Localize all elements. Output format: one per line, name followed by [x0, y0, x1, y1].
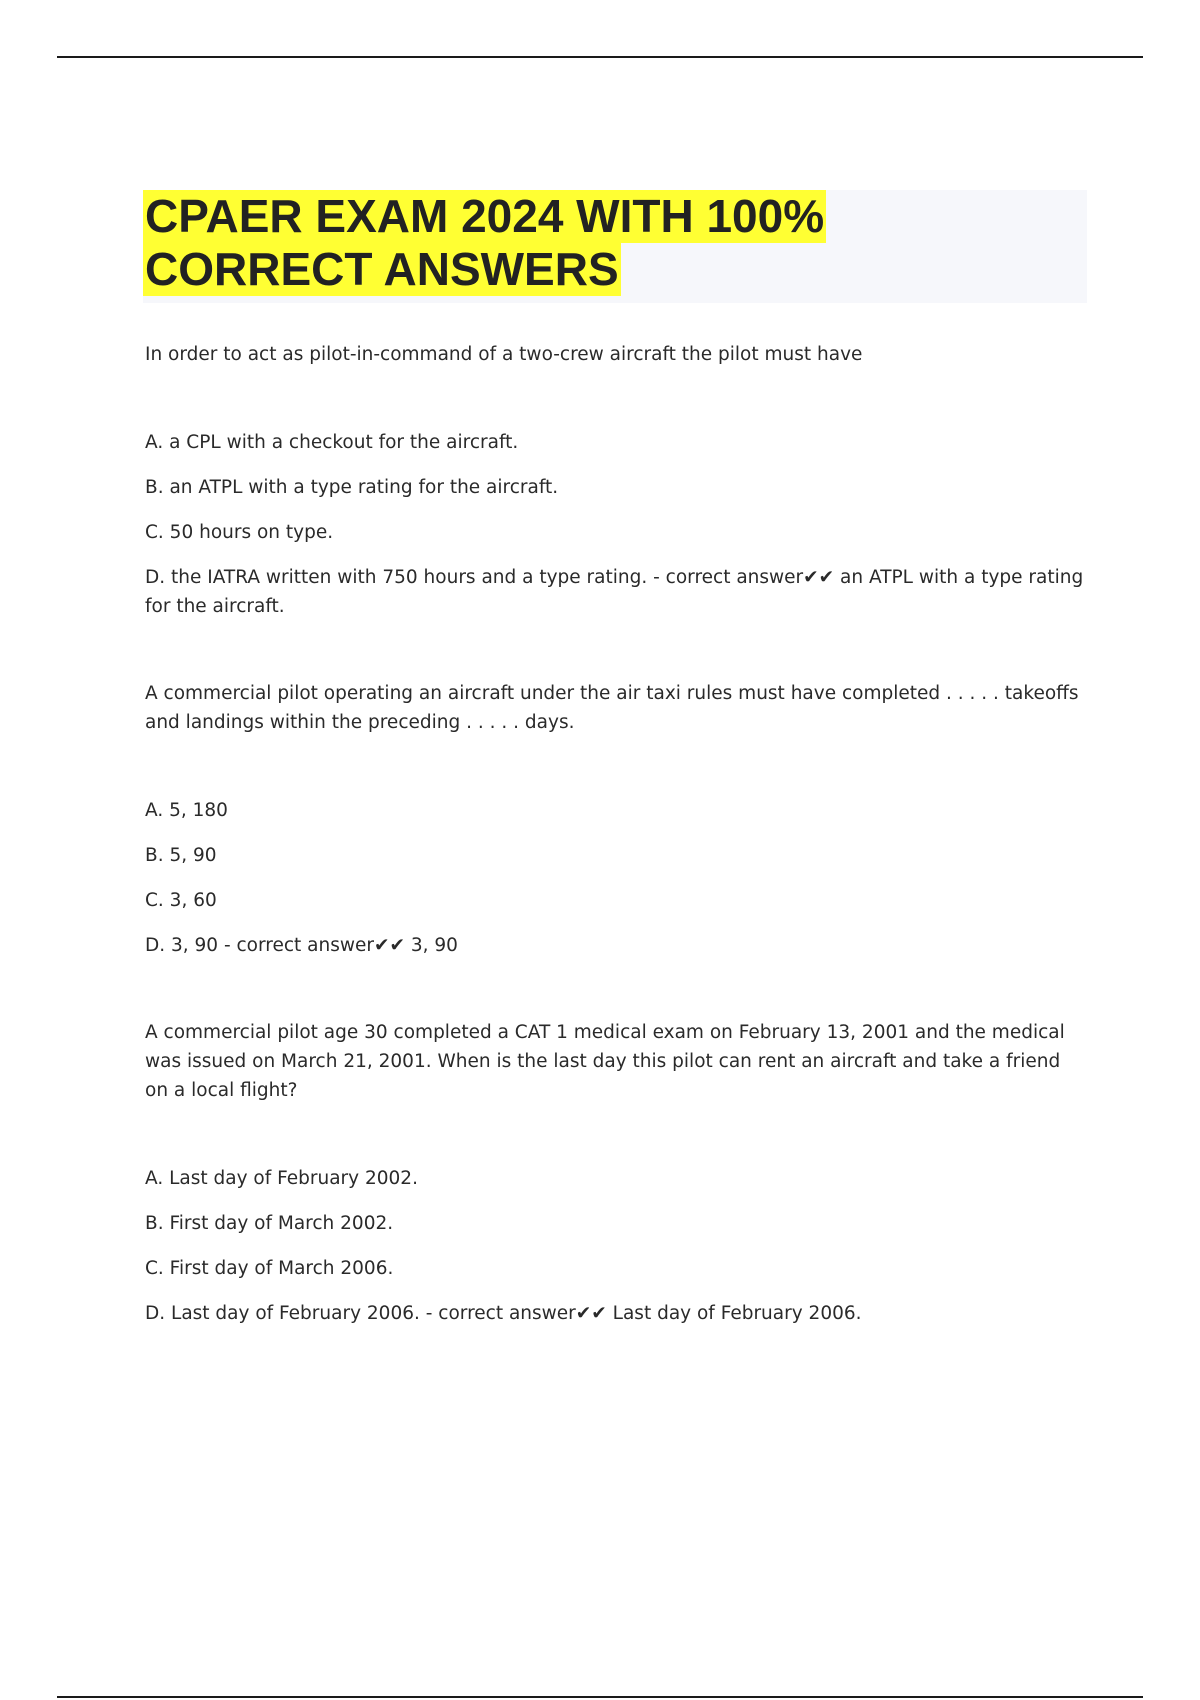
question-text: A commercial pilot operating an aircraft under the air taxi rules must have completed . . . . . takeoffs and landings within the preceding . . . . . days. — [145, 683, 1079, 733]
question-1 — [145, 340, 1085, 621]
option-d-with-answer: D. the IATRA written with 750 hours and a type rating. - correct answer✔✔ an ATPL with a type rating for the aircraft. — [145, 567, 1084, 617]
question-text: A commercial pilot age 30 completed a CAT 1 medical exam on February 13, 2001 and the medical was issued on March 21, 2001. When is the last day this pilot can rent an aircraft and take a friend on a local flight? — [145, 1022, 1065, 1101]
option-d-with-answer: D. Last day of February 2006. - correct answer✔✔ Last day of February 2006. — [145, 1303, 862, 1324]
option-b: B. an ATPL with a type rating for the aircraft. — [145, 477, 559, 498]
option-b: B. 5, 90 — [145, 845, 217, 866]
footer-rule — [57, 1696, 1143, 1698]
document-body — [145, 340, 1085, 1344]
title-line-1: CPAER EXAM 2024 WITH 100% — [145, 190, 825, 242]
header-rule — [57, 56, 1143, 58]
document-title — [143, 190, 1087, 296]
option-b: B. First day of March 2002. — [145, 1213, 394, 1234]
option-a: A. a CPL with a checkout for the aircraft. — [145, 432, 519, 453]
title-line-2: CORRECT ANSWERS — [145, 243, 619, 295]
answer-options — [145, 1164, 1085, 1328]
option-a: A. 5, 180 — [145, 800, 228, 821]
answer-options — [145, 796, 1085, 960]
question-2 — [145, 679, 1085, 960]
question-text: In order to act as pilot-in-command of a two-crew aircraft the pilot must have — [145, 344, 863, 365]
option-d-with-answer: D. 3, 90 - correct answer✔✔ 3, 90 — [145, 935, 458, 956]
title-block — [143, 190, 1087, 303]
option-c: C. 3, 60 — [145, 890, 217, 911]
answer-options — [145, 428, 1085, 621]
option-c: C. 50 hours on type. — [145, 522, 334, 543]
option-a: A. Last day of February 2002. — [145, 1168, 418, 1189]
option-c: C. First day of March 2006. — [145, 1258, 394, 1279]
question-3 — [145, 1018, 1085, 1328]
